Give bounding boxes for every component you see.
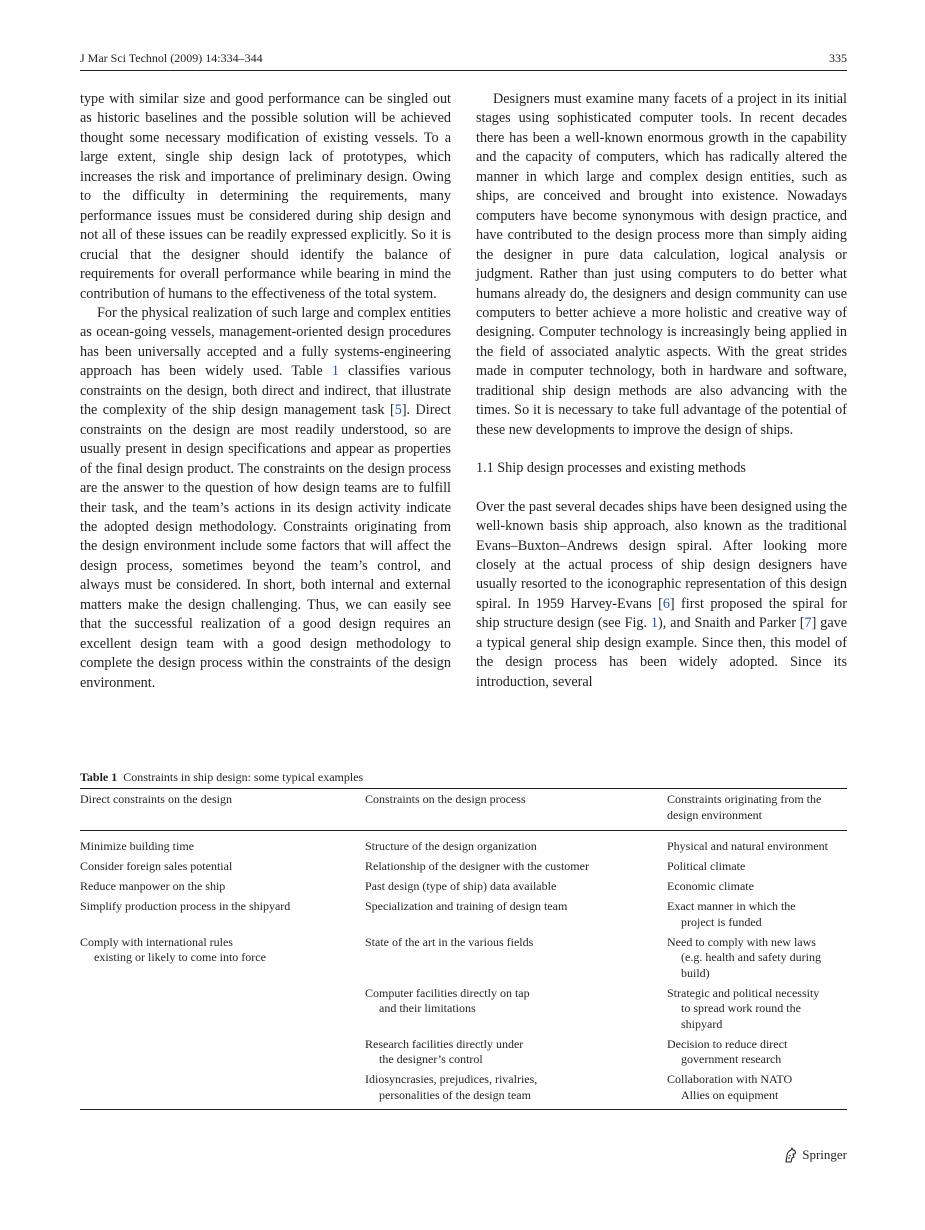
cell-text: Specialization and training of design team	[365, 899, 568, 913]
citation-link[interactable]: 7	[804, 615, 812, 632]
table-caption-label: Table 1	[80, 770, 118, 784]
table-cell	[667, 899, 847, 935]
paragraph: Designers must examine many facets of a project in its initial stages using sophisticated computer tools. In recent decades there has been a well-known enormous growth in the capability and the capacity of computers, which has radically altered the manner in which large and complex design entities, such as ships, are conceived and brought into existence. Nowadays computers have become synonymous with design practice, and have contributed to the design process more than simply aiding the designer in pure data calculation, logical analysis or judgment. Rather than just using computers to do better what humans already do, the designers and design community can use computers to better achieve a more holistic and creative way of designing. Computer technology is increasingly being applied in the field of associated analytic aspects. With the great strides made in computer technology, both in hardware and software, traditional ship design methods are also advancing with the times. So it is necessary to take full advantage of the potential of these new developments to improve the design of ships.	[476, 91, 847, 438]
table-header-row	[80, 789, 847, 831]
table-cell	[365, 986, 667, 1037]
table-cell	[667, 879, 847, 899]
citation-link[interactable]: 6	[662, 595, 670, 612]
table-row	[80, 1037, 847, 1073]
cell-text: Idiosyncrasies, prejudices, rivalries,	[365, 1072, 538, 1086]
table-1	[80, 768, 847, 1110]
column-header: Direct constraints on the design	[80, 792, 232, 806]
text-run: ] first proposed the spiral for ship structure design (see Fig.	[476, 595, 847, 632]
text-run: For the physical realization of such large and complex entities as ocean-going vessels, management-oriented design procedures has been universally accepted and a fully systems-engineering approach has been widely used. Table	[80, 304, 451, 380]
text-run: ] gave a typical general ship design example. Since then, this model of the design process has been widely adopted. Since its introduction, several	[476, 615, 848, 690]
table-cell	[80, 1037, 365, 1073]
cell-text: government research	[681, 1052, 782, 1066]
table-cell	[667, 859, 847, 879]
cell-text: and their limitations	[379, 1001, 476, 1015]
springer-horse-icon	[783, 1146, 799, 1164]
paragraph	[80, 304, 451, 693]
cell-text: Economic climate	[667, 879, 754, 893]
cell-text: Simplify production process in the shipyard	[80, 899, 291, 913]
cell-text: Minimize building time	[80, 839, 194, 853]
cell-text: State of the art in the various fields	[365, 934, 534, 949]
table-cell	[365, 1072, 667, 1110]
table-cell	[80, 831, 365, 860]
running-header	[80, 51, 847, 67]
cell-text: Computer facilities directly on tap	[365, 985, 530, 1000]
table-cell	[80, 899, 365, 935]
table-row	[80, 935, 847, 986]
cell-text: Reduce manpower on the ship	[80, 879, 226, 893]
table-cell	[365, 1037, 667, 1073]
text-run: classifies various constraints on the design, both direct and indirect, that illustrate the complexity of the ship design management task [	[80, 363, 451, 419]
cell-text: (e.g. health and safety during	[681, 950, 821, 964]
left-column	[80, 90, 451, 693]
table-caption	[80, 768, 847, 786]
table-cell	[365, 899, 667, 935]
header-rule	[80, 70, 847, 71]
column-header-text: Constraints originating from the design environment	[667, 792, 822, 822]
text-run: ), and Snaith and Parker [	[658, 615, 805, 632]
column-header: Constraints on the design process	[365, 792, 526, 806]
table-cell	[667, 831, 847, 860]
cell-text: Comply with international rules	[80, 934, 233, 949]
table-cell	[667, 986, 847, 1037]
cell-text: Political climate	[667, 859, 746, 873]
cell-text: build)	[681, 965, 710, 980]
constraints-table	[80, 788, 847, 1110]
publisher-footer	[783, 1145, 847, 1165]
cell-text: personalities of the design team	[379, 1087, 531, 1102]
text-run: ]. Direct constraints on the design are most readily understood, so are usually present in design specifications and appear as properties of the final design product. The constraints on the design process are the answer to the question of how design teams are to fulfill their task, and the team’s actions in its design activity indicate the adopted design methodology. Constraints originating from the design environment include some factors that will affect the design process, sometimes beyond the team’s control, and always must be considered. In short, both internal and external matters make the design challenging. Thus, we can easily see that the successful realization of a good design requires an excellent design team with a good design methodology to complete the design process within the constraints of the design environment.	[80, 402, 451, 691]
citation-link[interactable]: 5	[394, 402, 402, 419]
cell-text: the designer’s control	[379, 1052, 483, 1066]
paragraph	[476, 498, 847, 693]
page-number: 335	[829, 51, 847, 65]
right-column	[476, 90, 847, 692]
cell-text: Structure of the design organization	[365, 839, 537, 853]
cell-text: Consider foreign sales potential	[80, 859, 233, 873]
cell-text: Need to comply with new laws	[667, 934, 816, 949]
cell-text: to spread work round the	[681, 1001, 801, 1015]
cell-text: Collaboration with NATO	[667, 1072, 793, 1086]
journal-citation: J Mar Sci Technol (2009) 14:334–344	[80, 51, 263, 65]
cell-text: existing or likely to come into force	[94, 950, 266, 964]
publisher-name: Springer	[802, 1147, 847, 1162]
cell-text: Decision to reduce direct	[667, 1036, 788, 1051]
table-row	[80, 879, 847, 899]
cell-text: shipyard	[681, 1016, 723, 1031]
table-cell	[365, 935, 667, 986]
table-row	[80, 986, 847, 1037]
cell-text: Research facilities directly under	[365, 1036, 524, 1051]
table-cell	[365, 879, 667, 899]
table-cell	[80, 1072, 365, 1110]
table-row	[80, 831, 847, 860]
cell-text: Relationship of the designer with the customer	[365, 859, 589, 873]
cell-text: project is funded	[681, 914, 762, 929]
section-heading: 1.1 Ship design processes and existing methods	[476, 460, 746, 477]
table-cell	[80, 859, 365, 879]
table-row	[80, 1072, 847, 1110]
cell-text: Past design (type of ship) data available	[365, 879, 557, 893]
column-header	[667, 789, 847, 831]
text-run: Over the past several decades ships have been designed using the well-known basis ship approach, also known as the traditional Evans–Buxton–Andrews design spiral. After looking more closely at the actual process of ship design designers have usually resorted to the iconographic representation of this design spiral. In 1959 Harvey-Evans [	[476, 498, 847, 612]
table-cell	[667, 1072, 847, 1110]
table-cell	[80, 879, 365, 899]
table-cell	[365, 859, 667, 879]
table-cell	[667, 935, 847, 986]
table-caption-text: Constraints in ship design: some typical examples	[123, 770, 364, 784]
table-cell	[667, 1037, 847, 1073]
table-reference-link[interactable]: 1	[331, 363, 339, 380]
paragraph: type with similar size and good performance can be singled out as historic baselines and the possible solution will be achieved thought some necessary modification of existing vessels. To a large extent, single ship design lack of prototypes, which increases the risk and importance of preliminary design. Owing to the difficulty in determining the requirements, many performance issues must be considered during ship design and not all of these issues can be readily expressed explicitly. So it is crucial that the designer should identify the balance of requirements for overall performance while bearing in mind the contribution of humans to the effectiveness of the total system.	[80, 91, 451, 302]
table-row	[80, 859, 847, 879]
table-cell	[80, 935, 365, 986]
table-cell	[365, 831, 667, 860]
table-cell	[80, 986, 365, 1037]
table-row	[80, 899, 847, 935]
cell-text: Physical and natural environment	[667, 839, 828, 853]
cell-text: Allies on equipment	[681, 1087, 779, 1102]
figure-reference-link[interactable]: 1	[650, 615, 659, 632]
cell-text: Strategic and political necessity	[667, 985, 820, 1000]
cell-text: Exact manner in which the	[667, 899, 796, 913]
